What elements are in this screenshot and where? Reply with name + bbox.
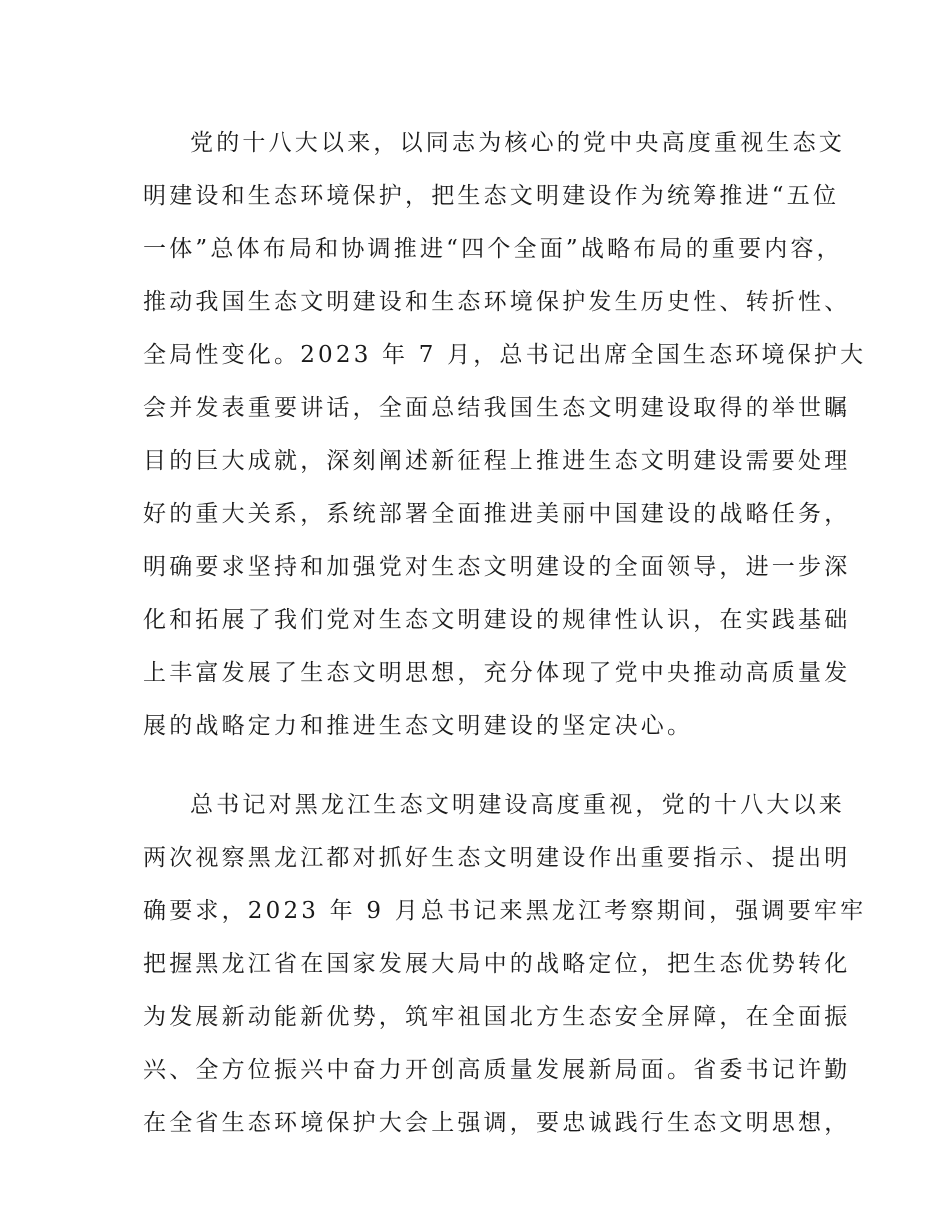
paragraph-2-line-3: 确要求，2023 年 9 月总书记来黑龙江考察期间，强调要牢牢 xyxy=(143,898,867,924)
paragraph-2-line-4: 把握黑龙江省在国家发展大局中的战略定位，把生态优势转化 xyxy=(143,951,851,977)
paragraph-2-line-6: 兴、全方位振兴中奋力开创高质量发展新局面。省委书记许勤 xyxy=(143,1057,851,1083)
paragraph-1-line-2: 明建设和生态环境保护，把生态文明建设作为统筹推进“五位 xyxy=(143,183,840,209)
paragraph-1-line-9: 明确要求坚持和加强党对生态文明建设的全面领导，进一步深 xyxy=(143,554,851,580)
paragraph-1-line-5: 全局性变化。2023 年 7 月，总书记出席全国生态环境保护大 xyxy=(143,342,867,368)
paragraph-1-line-6: 会并发表重要讲话，全面总结我国生态文明建设取得的举世瞩 xyxy=(143,395,851,421)
paragraph-1-line-8: 好的重大关系，系统部署全面推进美丽中国建设的战略任务， xyxy=(143,501,851,527)
paragraph-1-line-4: 推动我国生态文明建设和生态环境保护发生历史性、转折性、 xyxy=(143,289,851,315)
paragraph-2-line-2: 两次视察黑龙江都对抓好生态文明建设作出重要指示、提出明 xyxy=(143,845,851,871)
paragraph-2-line-5: 为发展新动能新优势，筑牢祖国北方生态安全屏障，在全面振 xyxy=(143,1004,851,1030)
paragraph-1-line-1: 党的十八大以来，以同志为核心的党中央高度重视生态文 xyxy=(190,130,845,156)
paragraph-1-line-10: 化和拓展了我们党对生态文明建设的规律性认识，在实践基础 xyxy=(143,607,851,633)
paragraph-1-line-7: 目的巨大成就，深刻阐述新征程上推进生态文明建设需要处理 xyxy=(143,448,851,474)
paragraph-1-line-11: 上丰富发展了生态文明思想，充分体现了党中央推动高质量发 xyxy=(143,660,851,686)
paragraph-2-line-1: 总书记对黑龙江生态文明建设高度重视，党的十八大以来 xyxy=(190,792,845,818)
paragraph-1-line-12: 展的战略定力和推进生态文明建设的坚定决心。 xyxy=(143,713,694,739)
paragraph-2-line-7: 在全省生态环境保护大会上强调，要忠诚践行生态文明思想， xyxy=(143,1110,851,1136)
paragraph-1-line-3: 一体”总体布局和协调推进“四个全面”战略布局的重要内容， xyxy=(143,236,843,262)
